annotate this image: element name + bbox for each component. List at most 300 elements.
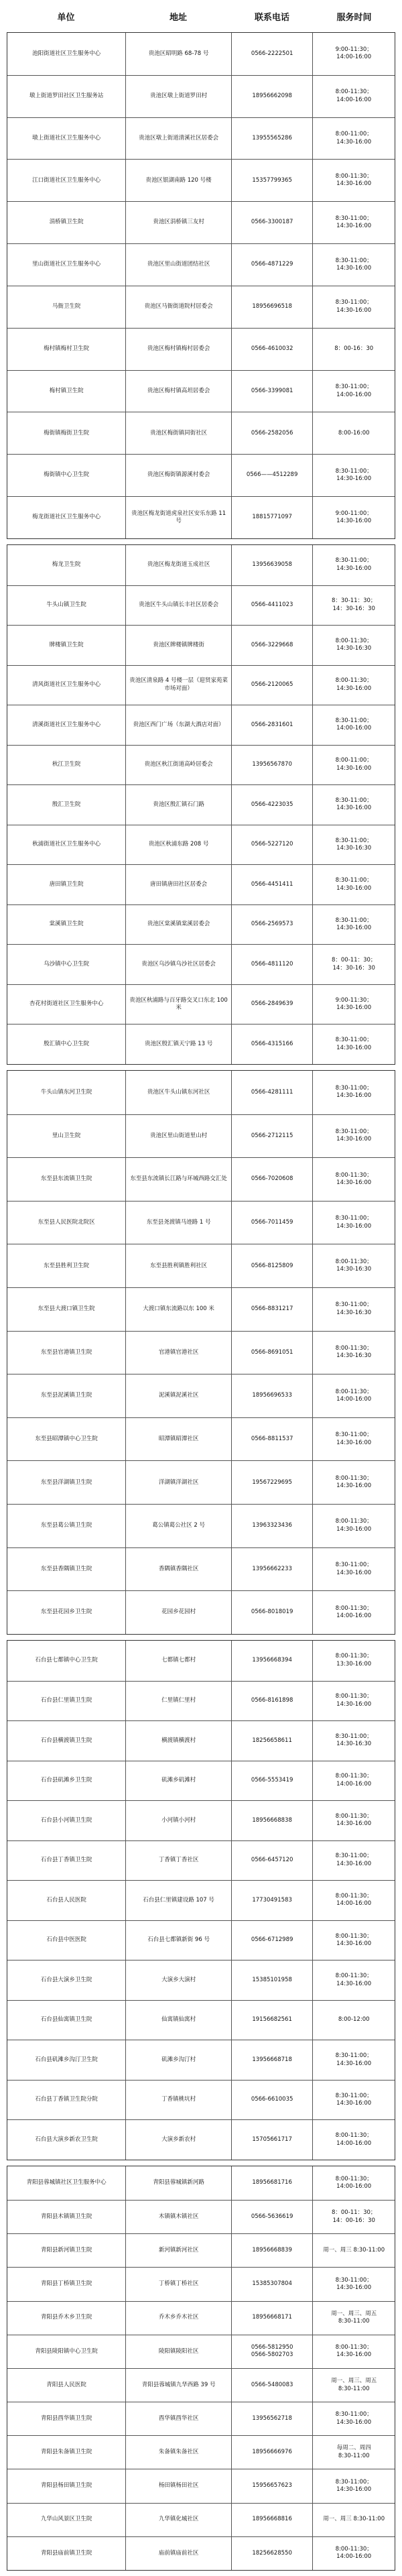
hours-cell: 8:30-11:00； 14:30-16:00 bbox=[312, 286, 395, 328]
table-row bbox=[7, 2536, 395, 2570]
unit-cell: 东至县花园乡卫生院 bbox=[40, 1608, 92, 1616]
unit-cell: 墩上街道罗田社区卫生服务站 bbox=[29, 93, 104, 99]
unit-cell: 里山街道社区卫生服务中心 bbox=[32, 261, 101, 268]
table-row bbox=[7, 745, 395, 785]
unit-cell: 池阳街道社区卫生服务中心 bbox=[32, 50, 101, 57]
address-cell: 贵池区牌楼镇牌楼街 bbox=[125, 626, 230, 665]
table-row bbox=[7, 585, 395, 626]
unit-cell: 东至县东流镇卫生院 bbox=[40, 1175, 92, 1183]
table-row bbox=[7, 2368, 395, 2402]
table-row bbox=[7, 412, 395, 454]
hours-cell: 8:00-11:30； 14:30-16:00 bbox=[312, 666, 395, 705]
unit-cell: 唐田镇卫生院 bbox=[49, 880, 84, 888]
unit-cell: 东至县大渡口镇卫生院 bbox=[38, 1305, 95, 1313]
address-cell: 小河镇小河村 bbox=[125, 1801, 230, 1840]
hours-cell: 8:00-11:00； 14:30-16:00 bbox=[312, 746, 395, 785]
phone-cell: 0566-8691051 bbox=[231, 1332, 313, 1374]
address-cell: 九华镇化城社区 bbox=[125, 2504, 230, 2536]
table-row bbox=[7, 1641, 395, 1681]
address-cell: 贵池区里山街道团结社区 bbox=[125, 244, 230, 286]
table-row bbox=[7, 1960, 395, 2000]
unit-cell: 东至县昭潭镇中心卫生院 bbox=[35, 1435, 98, 1442]
hours-cell: 8:00-11:30； 14:30-16:00 bbox=[312, 1801, 395, 1840]
unit-cell: 秋江卫生院 bbox=[52, 761, 81, 768]
phone-cell: 0566-2569573 bbox=[231, 905, 313, 945]
unit-cell: 青阳县木镇镇卫生院 bbox=[40, 2213, 92, 2220]
phone-cell: 0566-4223035 bbox=[231, 785, 313, 825]
address-cell: 丁香镇丁香社区 bbox=[125, 1841, 230, 1881]
phone-cell: 0566-6457120 bbox=[231, 1841, 313, 1881]
hours-cell: 8:30-11:00； 14:30-16:00 bbox=[312, 1071, 395, 1114]
phone-cell: 18956681716 bbox=[231, 2166, 313, 2200]
hours-cell: 8:30-11:00； 14:30-16:00 bbox=[312, 1841, 395, 1881]
phone-cell: 13956567870 bbox=[231, 746, 313, 785]
table-row bbox=[7, 1460, 395, 1504]
header-hours: 服务时间 bbox=[336, 12, 372, 23]
address-cell: 贵池区殷汇镇天宁路 13 号 bbox=[125, 1024, 230, 1064]
table-row bbox=[7, 2080, 395, 2120]
table-section bbox=[7, 32, 395, 539]
unit-cell: 青阳县酉华镇卫生院 bbox=[40, 2414, 92, 2422]
hours-cell: 9:00-11:30； 14:30-16:00 bbox=[312, 985, 395, 1024]
phone-cell: 18956696518 bbox=[231, 286, 313, 328]
phone-cell: 0566-4451411 bbox=[231, 865, 313, 904]
unit-cell: 石台县仁里镇卫生院 bbox=[40, 1697, 92, 1704]
hours-cell: 8:00-11:00； 14:30-16:00 bbox=[312, 118, 395, 160]
table-row bbox=[7, 201, 395, 243]
address-cell: 泥溪镇泥溪社区 bbox=[125, 1374, 230, 1417]
hours-cell: 8：00-11：30； 14：00-16：30 bbox=[312, 2201, 395, 2233]
hours-cell: 8:30-11:00； 14:30-16:00 bbox=[312, 2402, 395, 2435]
address-cell: 贵池区梅街镇源溪村委会 bbox=[125, 455, 230, 496]
phone-cell: 13956668718 bbox=[231, 2040, 313, 2080]
unit-cell: 石台县丁香镇卫生院分院 bbox=[35, 2096, 98, 2103]
table-header bbox=[7, 0, 395, 32]
table-row bbox=[7, 1417, 395, 1461]
table-section bbox=[7, 544, 395, 1065]
hours-cell: 8:30-11:00； 14:30-16:00 bbox=[312, 905, 395, 945]
address-cell: 庙前镇庙前社区 bbox=[125, 2537, 230, 2570]
table-section bbox=[7, 1070, 395, 1635]
address-cell: 石台县仁里镇建设路 107 号 bbox=[125, 1881, 230, 1920]
hours-cell: 周一、周三、周五 8:30-11:00 bbox=[312, 2302, 395, 2335]
unit-cell: 乌沙镇中心卫生院 bbox=[44, 960, 90, 968]
unit-cell: 九华山风景区卫生院 bbox=[40, 2516, 92, 2523]
unit-cell: 东至县葛公镇卫生院 bbox=[40, 1522, 92, 1529]
unit-cell: 梅街镇中心卫生院 bbox=[44, 471, 90, 479]
phone-cell: 0566-3229668 bbox=[231, 626, 313, 665]
table-row bbox=[7, 2119, 395, 2160]
address-cell: 贵池区梅街镇同街社区 bbox=[125, 412, 230, 454]
hours-cell: 8:30-11:00； 14:30-16:00 bbox=[312, 1418, 395, 1461]
table-row bbox=[7, 665, 395, 705]
hours-cell: 8:30-11:00； 14:30-16:00 bbox=[312, 2268, 395, 2300]
phone-cell: 0566-4315166 bbox=[231, 1024, 313, 1064]
hours-cell: 8:30-11:00； 14:30-16:00 bbox=[312, 1548, 395, 1591]
hours-cell: 8:00-11:30； 14:30-16:30 bbox=[312, 626, 395, 665]
phone-cell: 0566-7020608 bbox=[231, 1158, 313, 1201]
table-row bbox=[7, 496, 395, 538]
phone-cell: 18815771097 bbox=[231, 497, 313, 538]
phone-cell: 13963323436 bbox=[231, 1505, 313, 1547]
phone-cell: 0566-3399081 bbox=[231, 371, 313, 412]
table-row bbox=[7, 2166, 395, 2200]
address-cell: 东至县胜利镇胜利社区 bbox=[125, 1244, 230, 1287]
phone-cell: 0566-4411023 bbox=[231, 586, 313, 626]
phone-cell: 18956668838 bbox=[231, 1801, 313, 1840]
phone-cell: 13956668394 bbox=[231, 1641, 313, 1681]
header-address: 地址 bbox=[169, 12, 187, 23]
table-row bbox=[7, 984, 395, 1024]
table-row bbox=[7, 2469, 395, 2502]
hours-cell: 8:30-11:00； 14:00-16:00 bbox=[312, 705, 395, 745]
table-row bbox=[7, 1071, 395, 1114]
phone-cell: 19567229695 bbox=[231, 1461, 313, 1504]
phone-cell: 0566-7011459 bbox=[231, 1202, 313, 1244]
table-row bbox=[7, 1880, 395, 1920]
unit-cell: 梅村镇梅村卫生院 bbox=[44, 345, 90, 352]
hours-cell: 8:30-11:00； 14:30-16:00 bbox=[312, 202, 395, 243]
phone-cell: 0566-2849639 bbox=[231, 985, 313, 1024]
address-cell: 矶滩乡矶滩村 bbox=[125, 1761, 230, 1801]
table-row bbox=[7, 117, 395, 160]
table-row bbox=[7, 1547, 395, 1591]
hours-cell: 8:30-11:00； 14:30-16:00 bbox=[312, 785, 395, 825]
phone-cell: 0566-4610032 bbox=[231, 329, 313, 370]
table-row bbox=[7, 454, 395, 496]
phone-cell: 18256658611 bbox=[231, 1721, 313, 1761]
unit-cell: 墩上街道社区卫生服务中心 bbox=[32, 134, 101, 141]
address-cell: 青阳县蓉城镇九华西路 39 号 bbox=[125, 2369, 230, 2402]
unit-cell: 梅村镇卫生院 bbox=[49, 387, 84, 394]
hours-cell: 8：00-11：30； 14：30-16：30 bbox=[312, 945, 395, 984]
address-cell: 杨田镇杨田社区 bbox=[125, 2469, 230, 2502]
hours-cell: 8:30-11:00； 14:30-16:30 bbox=[312, 1288, 395, 1331]
unit-cell: 殷汇卫生院 bbox=[52, 801, 81, 808]
table-row bbox=[7, 2301, 395, 2335]
hours-cell: 每周二、周四 8:30-11:00 bbox=[312, 2436, 395, 2469]
address-cell: 丁桥镇丁桥社区 bbox=[125, 2268, 230, 2300]
address-cell: 贵池区银湖南路 120 号楼 bbox=[125, 160, 230, 201]
address-cell: 仁里镇仁里村 bbox=[125, 1682, 230, 1721]
hours-cell: 8:30-11:00； 14:30-16:00 bbox=[312, 244, 395, 286]
hours-cell: 8:00-11:30； 14:30-16:00 bbox=[312, 1921, 395, 1960]
address-cell: 唐田镇唐田社区居委会 bbox=[125, 865, 230, 904]
unit-cell: 江口街道社区卫生服务中心 bbox=[32, 176, 101, 184]
unit-cell: 石台县横渡镇卫生院 bbox=[40, 1737, 92, 1744]
phone-cell: 18956668171 bbox=[231, 2302, 313, 2335]
phone-cell: 15385101958 bbox=[231, 1960, 313, 2000]
address-cell: 木镇镇木镇社区 bbox=[125, 2201, 230, 2233]
table-row bbox=[7, 1840, 395, 1881]
hours-cell: 8:00-11:30； 13:30-16:00 bbox=[312, 1641, 395, 1681]
address-cell: 贵池区牛头山镇东河社区 bbox=[125, 1071, 230, 1114]
table-row bbox=[7, 1504, 395, 1547]
phone-cell: 13956562718 bbox=[231, 2402, 313, 2435]
table-row bbox=[7, 1681, 395, 1721]
unit-cell: 青阳县庙前镇卫生院 bbox=[40, 2549, 92, 2557]
unit-cell: 石台县人民医院 bbox=[46, 1896, 86, 1904]
unit-cell: 青阳县朱备镇卫生院 bbox=[40, 2449, 92, 2456]
table-section bbox=[7, 2166, 395, 2571]
phone-cell: 0566-8831217 bbox=[231, 1288, 313, 1331]
table-row bbox=[7, 1590, 395, 1634]
hours-cell: 8:00-11:30； 14:00-16:00 bbox=[312, 1761, 395, 1801]
address-cell: 东至县尧渡镇马迹路 1 号 bbox=[125, 1202, 230, 1244]
unit-cell: 青阳县杨田镇卫生院 bbox=[40, 2482, 92, 2490]
hours-cell: 8:00-11:30； 14:00-16:00 bbox=[312, 1881, 395, 1920]
phone-cell: 18956696533 bbox=[231, 1374, 313, 1417]
hours-cell: 8:00-11:30； 14:00-16:00 bbox=[312, 76, 395, 117]
hours-cell: 8:30-11:00； 14:00-16:00 bbox=[312, 371, 395, 412]
address-cell: 仙寓镇仙寓村 bbox=[125, 2001, 230, 2040]
address-cell: 新河镇新河社区 bbox=[125, 2234, 230, 2267]
unit-cell: 青阳县新河镇卫生院 bbox=[40, 2247, 92, 2254]
table-row bbox=[7, 1287, 395, 1331]
hours-cell: 周一、周三、周五 8:30-11:00 bbox=[312, 2369, 395, 2402]
unit-cell: 涓桥镇卫生院 bbox=[49, 219, 84, 226]
unit-cell: 杏花村街道社区卫生服务中心 bbox=[29, 1000, 104, 1008]
unit-cell: 石台县中医医院 bbox=[46, 1936, 86, 1944]
hours-cell: 8:00-11:30； 14:00-16:00 bbox=[312, 2166, 395, 2200]
table-row bbox=[7, 2503, 395, 2536]
address-cell: 贵池区墩上街道罗田村 bbox=[125, 76, 230, 117]
hours-cell: 8:00-11:30； 14:30-16:00 bbox=[312, 2335, 395, 2368]
address-cell: 东至县东流镇长江路与环城西路交汇处 bbox=[125, 1158, 230, 1201]
table-row bbox=[7, 1720, 395, 1761]
phone-cell: 0566-4281111 bbox=[231, 1071, 313, 1114]
phone-cell: 0566-4811120 bbox=[231, 945, 313, 984]
table-row bbox=[7, 1024, 395, 1064]
address-cell: 贵池区牛头山镇长丰社区居委会 bbox=[125, 586, 230, 626]
table-row bbox=[7, 1331, 395, 1374]
unit-cell: 东至县人民医院北院区 bbox=[38, 1218, 95, 1226]
unit-cell: 石台县矶滩乡卫生院 bbox=[40, 1777, 92, 1784]
unit-cell: 石台县小河镇卫生院 bbox=[40, 1816, 92, 1824]
hours-cell: 8:30-11:00； 14:30-16:30 bbox=[312, 1721, 395, 1761]
table-row bbox=[7, 1761, 395, 1801]
table-row bbox=[7, 33, 395, 75]
address-cell: 石台县七都镇新街 96 号 bbox=[125, 1921, 230, 1960]
unit-cell: 石台县七都镇中心卫生院 bbox=[35, 1657, 98, 1664]
address-cell: 朱备镇朱备社区 bbox=[125, 2436, 230, 2469]
hours-cell: 8:00-11:30； 14:30-16:00 bbox=[312, 1682, 395, 1721]
hours-cell: 8:00-11:30； 14:00-16:00 bbox=[312, 1374, 395, 1417]
hours-cell: 8:00-11:30； 14:30-16:30 bbox=[312, 1332, 395, 1374]
phone-cell: 18256628550 bbox=[231, 2537, 313, 2570]
unit-cell: 棠溪镇卫生院 bbox=[49, 921, 84, 928]
address-cell: 贵池区梅村镇高坦居委会 bbox=[125, 371, 230, 412]
address-cell: 官港镇官港社区 bbox=[125, 1332, 230, 1374]
unit-cell: 东至县香隅镇卫生院 bbox=[40, 1565, 92, 1572]
unit-cell: 石台县大演乡卫生院 bbox=[40, 1976, 92, 1983]
phone-cell: 17730491583 bbox=[231, 1881, 313, 1920]
hours-cell: 8:00-11:30； 14:00-16:00 bbox=[312, 1591, 395, 1634]
address-cell: 洋湖镇洋湖社区 bbox=[125, 1461, 230, 1504]
address-cell: 贵池区棠溪镇棠溪居委会 bbox=[125, 905, 230, 945]
address-cell: 贵池区昭明路 68-78 号 bbox=[125, 33, 230, 75]
phone-cell: 0566——4512289 bbox=[231, 455, 313, 496]
phone-cell: 0566-5553419 bbox=[231, 1761, 313, 1801]
table-row bbox=[7, 1800, 395, 1840]
address-cell: 丁香镇桃坑村 bbox=[125, 2081, 230, 2120]
table-row bbox=[7, 1920, 395, 1960]
hours-cell: 8:00-11:30； 14:30-16:00 bbox=[312, 1461, 395, 1504]
phone-cell: 0566-8161898 bbox=[231, 1682, 313, 1721]
phone-cell: 0566-8811537 bbox=[231, 1418, 313, 1461]
table-row bbox=[7, 705, 395, 745]
hours-cell: 8:30-11:00； 14:30-16:00 bbox=[312, 545, 395, 585]
address-cell: 贵池区梅龙街道虎泉社区安乐东路 11 号 bbox=[125, 497, 230, 538]
unit-cell: 清风街道社区卫生服务中心 bbox=[32, 681, 101, 689]
address-cell: 葛公镇葛公社区 2 号 bbox=[125, 1505, 230, 1547]
hours-cell: 8:30-11:00； 14:30-16:00 bbox=[312, 1024, 395, 1064]
phone-cell: 0566-8125809 bbox=[231, 1244, 313, 1287]
unit-cell: 石台县大演乡新农卫生院 bbox=[35, 2135, 98, 2143]
phone-cell: 0566-8018019 bbox=[231, 1591, 313, 1634]
phone-cell: 13956662233 bbox=[231, 1548, 313, 1591]
unit-cell: 石台县仙寓镇卫生院 bbox=[40, 2016, 92, 2024]
phone-cell: 0566-5227120 bbox=[231, 825, 313, 865]
table-row bbox=[7, 2040, 395, 2080]
unit-cell: 梅街镇梅街卫生院 bbox=[44, 429, 90, 436]
phone-cell: 0566-3300187 bbox=[231, 202, 313, 243]
phone-cell: 0566-6712989 bbox=[231, 1921, 313, 1960]
phone-cell: 18956668839 bbox=[231, 2234, 313, 2267]
address-cell: 贵池区里山街道里山村 bbox=[125, 1115, 230, 1158]
phone-cell: 0566-4871229 bbox=[231, 244, 313, 286]
phone-cell: 15956657623 bbox=[231, 2469, 313, 2502]
phone-cell: 18956666976 bbox=[231, 2436, 313, 2469]
table-row bbox=[7, 2402, 395, 2435]
phone-cell: 18956662098 bbox=[231, 76, 313, 117]
hours-cell: 周一、周三 8:30-11:00 bbox=[312, 2234, 395, 2267]
address-cell: 陵阳镇陵阳社区 bbox=[125, 2335, 230, 2368]
hours-cell: 8：30-11：30； 14：30-16：30 bbox=[312, 586, 395, 626]
address-cell: 贵池区秋江街道高岭居委会 bbox=[125, 746, 230, 785]
table-row bbox=[7, 159, 395, 201]
hours-cell: 8：00-16：30 bbox=[312, 329, 395, 370]
phone-cell: 13956639058 bbox=[231, 545, 313, 585]
phone-cell: 0566-2222501 bbox=[231, 33, 313, 75]
table-row bbox=[7, 625, 395, 665]
address-cell: 青阳县蓉城镇新河路 bbox=[125, 2166, 230, 2200]
table-row bbox=[7, 2233, 395, 2267]
hours-cell: 8:30-11:00； 14:30-16:00 bbox=[312, 2040, 395, 2080]
table-row bbox=[7, 2200, 395, 2233]
unit-cell: 青阳县乔木乡卫生院 bbox=[40, 2314, 92, 2321]
table-row bbox=[7, 75, 395, 117]
hours-cell: 8:00-11:30； 14:30-16:00 bbox=[312, 160, 395, 201]
phone-cell: 0566-2582056 bbox=[231, 412, 313, 454]
unit-cell: 梅龙卫生院 bbox=[52, 561, 81, 569]
unit-cell: 梅龙街道社区卫生服务中心 bbox=[32, 514, 101, 521]
phone-cell: 0566-2712115 bbox=[231, 1115, 313, 1158]
address-cell: 贵池区秋浦东路 208 号 bbox=[125, 825, 230, 865]
table-row bbox=[7, 944, 395, 984]
address-cell: 香隅镇香隅社区 bbox=[125, 1548, 230, 1591]
phone-cell: 19156682561 bbox=[231, 2001, 313, 2040]
unit-cell: 殷汇镇中心卫生院 bbox=[44, 1040, 90, 1047]
hours-cell: 8:30-11:00； 14:30-16:00 bbox=[312, 2469, 395, 2502]
unit-cell: 秋浦街道社区卫生服务中心 bbox=[32, 841, 101, 848]
unit-cell: 里山卫生院 bbox=[52, 1132, 81, 1139]
table-row bbox=[7, 2267, 395, 2300]
hours-cell: 8:30-11:00； 14:30-16:00 bbox=[312, 1202, 395, 1244]
table-row bbox=[7, 1114, 395, 1158]
unit-cell: 石台县矶滩乡沟汀卫生院 bbox=[35, 2056, 98, 2063]
address-cell: 乔木乡乔木社区 bbox=[125, 2302, 230, 2335]
address-cell: 横渡镇横渡村 bbox=[125, 1721, 230, 1761]
phone-cell: 18956668816 bbox=[231, 2504, 313, 2536]
address-cell: 昭潭镇昭潭社区 bbox=[125, 1418, 230, 1461]
hours-cell: 8:00-12:00 bbox=[312, 2001, 395, 2040]
table-section bbox=[7, 1640, 395, 2160]
hours-cell: 8:00-11:30； 14:30-16:00 bbox=[312, 1960, 395, 2000]
phone-cell: 0566-5480083 bbox=[231, 2369, 313, 2402]
table-row bbox=[7, 784, 395, 825]
unit-cell: 牛头山镇卫生院 bbox=[46, 601, 86, 609]
table-row bbox=[7, 864, 395, 904]
unit-cell: 青阳县丁桥镇卫生院 bbox=[40, 2280, 92, 2288]
address-cell: 大演乡大演村 bbox=[125, 1960, 230, 2000]
unit-cell: 东至县胜利卫生院 bbox=[44, 1262, 90, 1269]
phone-cell: 13955565286 bbox=[231, 118, 313, 160]
phone-cell: 15357799365 bbox=[231, 160, 313, 201]
address-cell: 大演乡新农村 bbox=[125, 2120, 230, 2160]
address-cell: 矶滩乡沟汀村 bbox=[125, 2040, 230, 2080]
table-row bbox=[7, 1374, 395, 1417]
table-row bbox=[7, 243, 395, 286]
hours-cell: 8:30-11:00； 14:30-16:00 bbox=[312, 455, 395, 496]
hours-cell: 8:00-11:30； 14:30-16:30 bbox=[312, 1244, 395, 1287]
hours-cell: 8:00-11:30； 14:00-16:00 bbox=[312, 2537, 395, 2570]
table-row bbox=[7, 286, 395, 328]
address-cell: 贵池区西门广场（东湖大酒店对面） bbox=[125, 705, 230, 745]
hours-cell: 8:00-11:30； 14:00-16:00 bbox=[312, 2120, 395, 2160]
hours-cell: 周一、周三 8:30-11:00 bbox=[312, 2504, 395, 2536]
unit-cell: 牛头山镇东河卫生院 bbox=[40, 1088, 92, 1096]
phone-cell: 0566-5636619 bbox=[231, 2201, 313, 2233]
table-row bbox=[7, 1201, 395, 1244]
table-row bbox=[7, 2435, 395, 2469]
unit-cell: 青阳县人民医院 bbox=[46, 2381, 86, 2388]
table-row bbox=[7, 2335, 395, 2368]
hours-cell: 8:00-16:00 bbox=[312, 412, 395, 454]
unit-cell: 东至县官港镇卫生院 bbox=[40, 1348, 92, 1356]
address-cell: 贵池区马衙街道院村居委会 bbox=[125, 286, 230, 328]
address-cell: 大渡口镇东流路以东 100 米 bbox=[125, 1288, 230, 1331]
hours-cell: 8:30-11:00； 14:30-16:30 bbox=[312, 825, 395, 865]
unit-cell: 牌楼镇卫生院 bbox=[49, 641, 84, 648]
hours-cell: 8:00-11:30； 14:30-16:00 bbox=[312, 1505, 395, 1547]
hours-cell: 9:00-11:30； 14:00-16:00 bbox=[312, 33, 395, 75]
address-cell: 贵池区涓桥镇三友村 bbox=[125, 202, 230, 243]
hours-cell: 9:00-11:00； 14:30-16:00 bbox=[312, 497, 395, 538]
unit-cell: 青阳县陵阳镇中心卫生院 bbox=[35, 2347, 98, 2355]
address-cell: 贵池区梅龙街道玉成社区 bbox=[125, 545, 230, 585]
phone-cell: 0566-6610035 bbox=[231, 2081, 313, 2120]
table-row bbox=[7, 370, 395, 412]
table-row bbox=[7, 1157, 395, 1201]
header-unit: 单位 bbox=[57, 12, 75, 23]
address-cell: 七都镇七都村 bbox=[125, 1641, 230, 1681]
table-row bbox=[7, 825, 395, 865]
hours-cell: 8:30-11:00； 14:30-16:00 bbox=[312, 2081, 395, 2120]
phone-cell: 0566-2831601 bbox=[231, 705, 313, 745]
unit-cell: 东至县泥溪镇卫生院 bbox=[40, 1392, 92, 1399]
address-cell: 贵池区墩上街道清溪社区居委会 bbox=[125, 118, 230, 160]
